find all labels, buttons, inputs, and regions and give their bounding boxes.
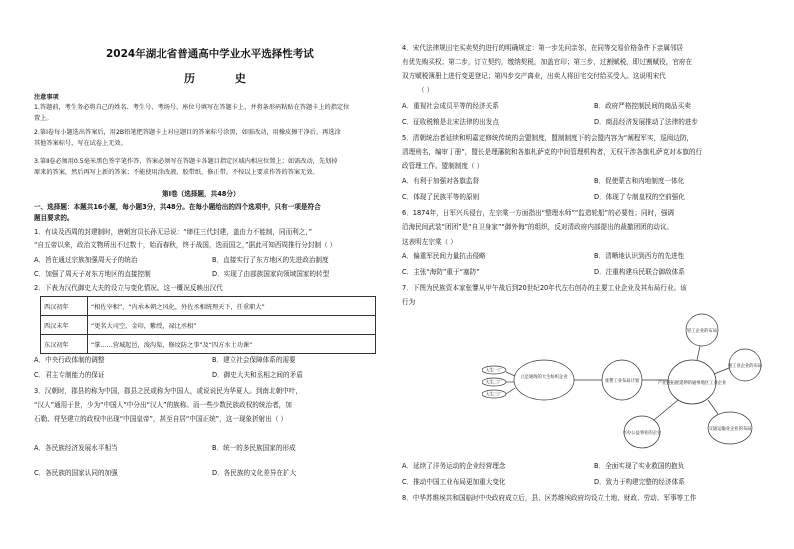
diagram-bottom-label: 兴办公益事业的企业 <box>622 431 662 436</box>
note-line: 原来的答案，然后再写上新的答案；不能使用涂改液、胶带纸、修正带。不按以上要求作答的答案无效。 <box>34 169 319 176</box>
part1-instruction: 一、选择题：本题共16小题，每小题3分，共48分。在每小题给出的四个选项中，只有一项是符合 <box>34 203 321 211</box>
table-cell-period: 西汉初年 <box>41 297 88 316</box>
q6-option-c: C．主张“海防”重于“塞防” <box>402 268 480 276</box>
q2-option-b: B．建立社会保障体系的需要 <box>212 356 296 364</box>
q2-option-a: A．中央行政体制的调整 <box>34 356 105 364</box>
q5-stem: 5．清朝统治者延续和明嘉定修统传统的会盟制度，盟制制度下的会盟内容为“阐程军实，巡阅边防， <box>402 134 694 142</box>
q5-option-a: A．有利于加强对各旗监督 <box>402 177 480 185</box>
q2-option-c: C．君主专制能力的保证 <box>34 371 105 379</box>
diagram-bottom-right-label: 交通运输业企业的布局 <box>708 427 752 432</box>
q6-stem: 6．1874年，日军兴兵侵台，左宗棠一方面指出“整理水师”“监造轮船”的必要性；同时，强调 <box>402 209 675 217</box>
right-column <box>402 0 772 549</box>
q6-stem: 这表明左宗棠（ ） <box>402 238 457 246</box>
q7-option-d: D．致力于构建完整的经济体系 <box>594 478 685 486</box>
q3-stem: 3．汉朝时，郡县的称为中国，郡县之民或称为中国人，或说说民为华夏人。到南北朝中叶， <box>34 387 302 395</box>
diagram-node-left <box>514 360 574 400</box>
q7-option-b: B．全面实现了实业救国的抱负 <box>594 462 685 470</box>
note-line: 1.答题前，考生务必将自己的姓名、考生号、考场号、座位号填写在答题卡上，并将条形码粘贴在答题卡上的指定位 <box>34 104 350 111</box>
left-column <box>34 0 386 549</box>
table-row <box>41 335 376 354</box>
q6-option-b: B．清晰地认识到西方的先进性 <box>594 252 685 260</box>
q1-stem: 1．有谈及西周的封建制时，唐朝宫员长孙无忌说：“缔往三代封建，盖由力不能制，同而利之，” <box>34 228 313 236</box>
q4-stem: 有优先购买权；第二步，订立契约，缴纳契税，加盖官印；第三步，过割赋税，即过割赋役，官府在 <box>402 58 693 66</box>
q7-option-c: C．推动中国工业布局更加重大变化 <box>402 478 506 486</box>
diagram-factory-label: 大生一厂 <box>485 368 503 374</box>
q5-stem: 清理刑名，编审丁册”，盟长是理藩院和各旗札萨克的中间管理机构者，无权干涉各旗札萨克对本旗的行 <box>402 148 703 156</box>
diagram-right-label: 产业链拓展延伸的通州地区工业企业 <box>657 381 727 386</box>
part1-heading: 第Ⅰ卷（选择题，共48分） <box>162 190 240 198</box>
q4-option-a: A．重视社会成员平等的经济关系 <box>402 102 499 110</box>
q3-option-c: C．各民族的国家认同的加强 <box>34 469 118 477</box>
q1-stem: “自五帝以来，政治文物所出不过数十，始而春秋，终于战国，迭而国之，”据此可知西周推行分封制（ ） <box>34 241 337 249</box>
q4-blank: （ ） <box>418 86 434 94</box>
table-cell-period: 西汉末年 <box>41 316 88 335</box>
q4-stem: 双方赋税簿册上进行变更登记；第四步交产离业，出卖人将田宅交付给买受人。这说明宋代 <box>402 72 666 80</box>
q1-option-c: C．加强了周天子对东方地区的直接控制 <box>34 270 151 278</box>
table-row <box>41 316 376 335</box>
part1-instruction: 题目要求的。 <box>34 214 74 222</box>
q7-stem: 7．下图为民族资本家张謇从甲午战后到20世纪20年代左右创办的主要工业企业及其布局行业。该 <box>402 284 687 292</box>
diagram-far-right-label: 重工业企业的布局 <box>727 364 762 369</box>
diagram-center-label: 张謇工业布局计划 <box>604 379 640 384</box>
q4-option-b: B．政府严格控制民间的商品买卖 <box>594 102 691 110</box>
note-line: 2.第Ⅰ卷每小题选出答案后，用2B铅笔把答题卡上对应题目的答案标号涂黑，如需改动，用橡皮擦干净后，再选涂 <box>34 129 341 136</box>
q2-option-d: D．御史大夫和丞相之间的矛盾 <box>212 371 303 379</box>
table-cell-content: “更名大司空，金印，紫绶，禄比丞相” <box>88 316 376 335</box>
diagram-factory-label: 大生二厂 <box>485 380 503 386</box>
q7-stem: 行为 <box>402 298 416 306</box>
q2-table <box>40 296 376 354</box>
table-cell-period: 东汉初年 <box>41 335 88 354</box>
q6-stem: 沿海民间武装“团团”是“自卫身家”“御外侮”的组织，反对清政府内部提出的裁撤团团的动议。 <box>402 223 674 231</box>
diagram-factory-label: 大生三厂 <box>485 392 503 398</box>
table-row <box>41 297 376 316</box>
q3-stem: 石勒、苻坚建立的政权中出现“中国皇帝”，甚至自居“中国正统”，这一现象折射出（ ） <box>34 415 288 423</box>
q2-stem: 2．下表为汉代御史大夫的设立与变化情况。这一概况反映出汉代 <box>34 284 223 292</box>
q8-stem: 8．中华苏维埃共和国临时中央政府成立后，县、区苏维埃政府均设立土地、财政、劳动、军事等工作 <box>402 494 697 502</box>
q1-option-a: A．旨在通过宗族加强周天子的统治 <box>34 256 138 264</box>
q7-diagram <box>482 310 762 460</box>
q3-option-b: B．统一的多民族国家的形成 <box>212 444 296 452</box>
note-line: 3.第Ⅱ卷必须用0.5毫米黑色签字笔作答，答案必须写在答题卡各题目指定区域内相应位置上；如需改动，先划掉 <box>34 158 338 165</box>
diagram-top-label: 轻工企业的布局 <box>686 329 718 334</box>
q5-option-b: B．促使蒙古和内地制度一体化 <box>594 177 685 185</box>
subject-title: 历 史 <box>184 72 264 85</box>
q4-stem: 4．宋代法律规田宅买卖契约进行的明确规定：第一步先问亲邻，在同等交易价格条件下亲属邻居 <box>402 44 684 52</box>
note-line: 置上。 <box>34 115 53 122</box>
q5-stem: 政管理工作。盟制制度（ ） <box>402 162 484 170</box>
q5-option-c: C．体现了民族平等的原则 <box>402 193 480 201</box>
q1-option-b: B．直接实行了东方地区的先进政治制度 <box>212 256 329 264</box>
table-cell-content: “掌……营城起邑，浚沟渠，修坟防之事”及“四方水土功课” <box>88 335 376 354</box>
table-cell-content: “相佐宰相”，“内承本朝之风化，外佐丞相统理天下，任重职大” <box>88 297 376 316</box>
q7-option-a: A．延续了洋务运动的企业经营理念 <box>402 462 506 470</box>
note-line: 其他答案标号，写在试卷上无效。 <box>34 140 127 147</box>
q4-option-c: C．征收税粮是北宋法律的出发点 <box>402 118 499 126</box>
q6-option-d: D．注重构建兵民联合御敌体系 <box>594 268 685 276</box>
q5-option-d: D．体现了专制皇权的空前强化 <box>594 193 685 201</box>
q3-option-d: D．各民族的文化差异在扩大 <box>212 469 297 477</box>
exam-title: 2024年湖北省普通高中学业水平选择性考试 <box>106 48 314 60</box>
q3-option-a: A．各民族经济发展水平相当 <box>34 444 118 452</box>
notes-heading: 注意事项 <box>34 94 59 101</box>
q3-stem: “汉人”通用于世，少为“中国人”中分出“汉人”的族称。而一些少数民族政权的统治者，加 <box>34 401 292 409</box>
q1-option-d: D．实现了由部族国家向领域国家的转型 <box>212 270 330 278</box>
q4-option-d: D．商品经济发展推动了法律的进步 <box>594 118 698 126</box>
q6-option-a: A．偏重军民间力量抗击侵略 <box>402 252 486 260</box>
diagram-left-label: 立足通海的大生纺织企业 <box>520 375 568 380</box>
